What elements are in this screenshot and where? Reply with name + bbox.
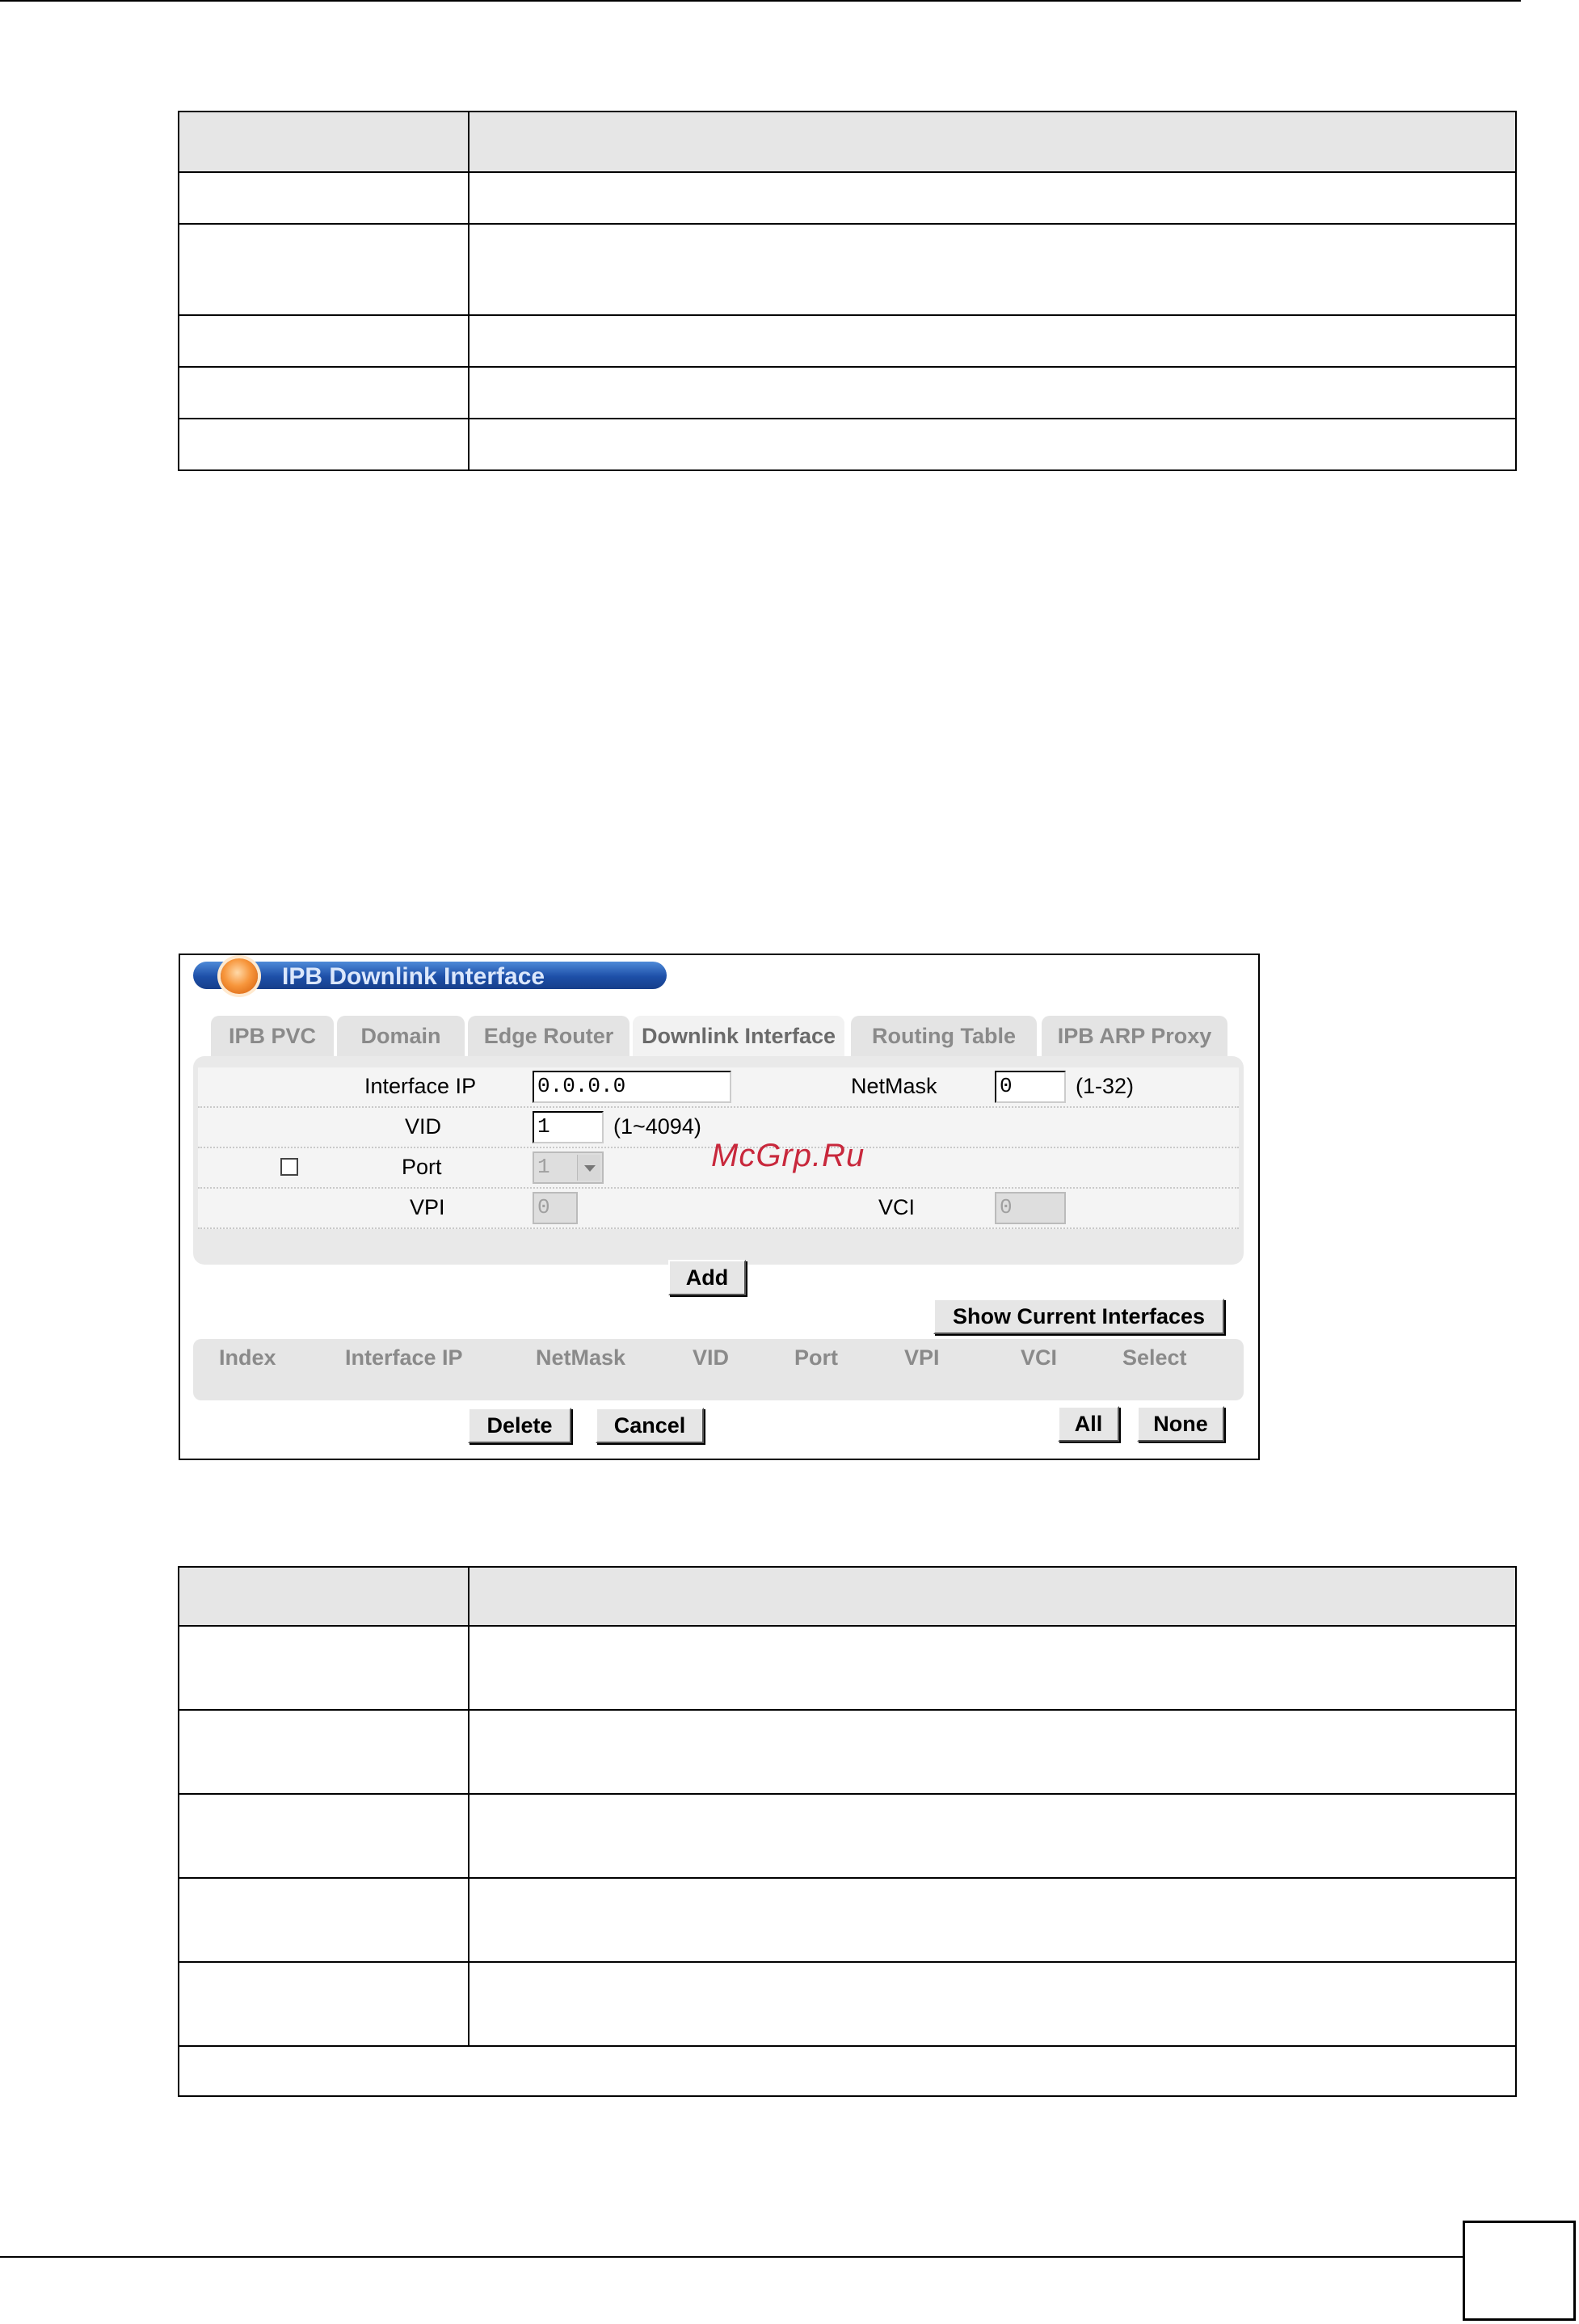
select-none-button[interactable]: None: [1137, 1406, 1224, 1442]
tab-domain[interactable]: Domain: [337, 1016, 465, 1056]
vci-input[interactable]: 0: [995, 1192, 1066, 1224]
table-row: [179, 1710, 1516, 1794]
table-row: [179, 315, 1516, 367]
vpi-vci-row: [198, 1189, 1239, 1229]
ipb-downlink-interface-panel: [179, 954, 1260, 1460]
footer-rule: [0, 2256, 1463, 2258]
port-checkbox[interactable]: [280, 1158, 298, 1176]
table-header-row: [179, 112, 1516, 172]
vid-label: VID: [405, 1114, 442, 1139]
show-current-interfaces-button[interactable]: Show Current Interfaces: [933, 1299, 1224, 1334]
table-row: [179, 1626, 1516, 1710]
column-header-index: Index: [219, 1345, 276, 1370]
table-row: [179, 1878, 1516, 1962]
vid-input[interactable]: 1: [533, 1111, 604, 1143]
tab-ipb-pvc[interactable]: IPB PVC: [211, 1016, 334, 1056]
tab-downlink-interface[interactable]: Downlink Interface: [633, 1016, 844, 1056]
header-rule: [0, 0, 1521, 2]
vpi-label: VPI: [410, 1195, 445, 1219]
netmask-range-hint: (1-32): [1076, 1074, 1135, 1098]
panel-title-bar: [193, 962, 667, 989]
tab-edge-router[interactable]: Edge Router: [468, 1016, 629, 1056]
select-all-button[interactable]: All: [1058, 1406, 1119, 1442]
vpi-input[interactable]: 0: [533, 1192, 578, 1224]
add-button[interactable]: Add: [668, 1260, 746, 1295]
tab-routing-table[interactable]: Routing Table: [851, 1016, 1037, 1056]
table-footer-row: [179, 2046, 1516, 2096]
table-row: [179, 224, 1516, 315]
table-row: [179, 419, 1516, 470]
port-select-value: 1: [537, 1155, 550, 1179]
table-row: [179, 367, 1516, 419]
column-header-interface-ip: Interface IP: [345, 1345, 463, 1370]
column-header-select: Select: [1122, 1345, 1187, 1370]
table-row: [179, 172, 1516, 224]
vci-label: VCI: [878, 1195, 916, 1219]
page-number-box: [1463, 2221, 1576, 2321]
port-select[interactable]: [533, 1151, 604, 1184]
tab-ipb-arp-proxy[interactable]: IPB ARP Proxy: [1042, 1016, 1227, 1056]
cancel-button[interactable]: Cancel: [596, 1408, 704, 1443]
panel-title: IPB Downlink Interface: [282, 963, 545, 990]
watermark: McGrp.Ru: [711, 1138, 865, 1173]
netmask-input[interactable]: 0: [995, 1071, 1066, 1103]
bottom-table: [178, 1566, 1517, 2097]
interface-list: [193, 1339, 1244, 1400]
top-table: [178, 111, 1517, 471]
table-header-row: [179, 1567, 1516, 1626]
netmask-label: NetMask: [851, 1074, 937, 1098]
column-header-port: Port: [794, 1345, 838, 1370]
vid-range-hint: (1~4094): [613, 1114, 701, 1139]
interface-ip-row: [198, 1067, 1239, 1108]
column-header-vpi: VPI: [904, 1345, 940, 1370]
delete-button[interactable]: Delete: [468, 1408, 571, 1443]
interface-ip-input[interactable]: 0.0.0.0: [533, 1071, 731, 1103]
port-label: Port: [402, 1155, 442, 1179]
orb-icon: [221, 958, 258, 994]
column-header-vid: VID: [693, 1345, 730, 1370]
table-row: [179, 1962, 1516, 2046]
interface-ip-label: Interface IP: [364, 1074, 477, 1098]
column-header-vci: VCI: [1021, 1345, 1058, 1370]
column-header-netmask: NetMask: [536, 1345, 626, 1370]
chevron-down-icon: [577, 1155, 600, 1181]
table-row: [179, 1794, 1516, 1878]
